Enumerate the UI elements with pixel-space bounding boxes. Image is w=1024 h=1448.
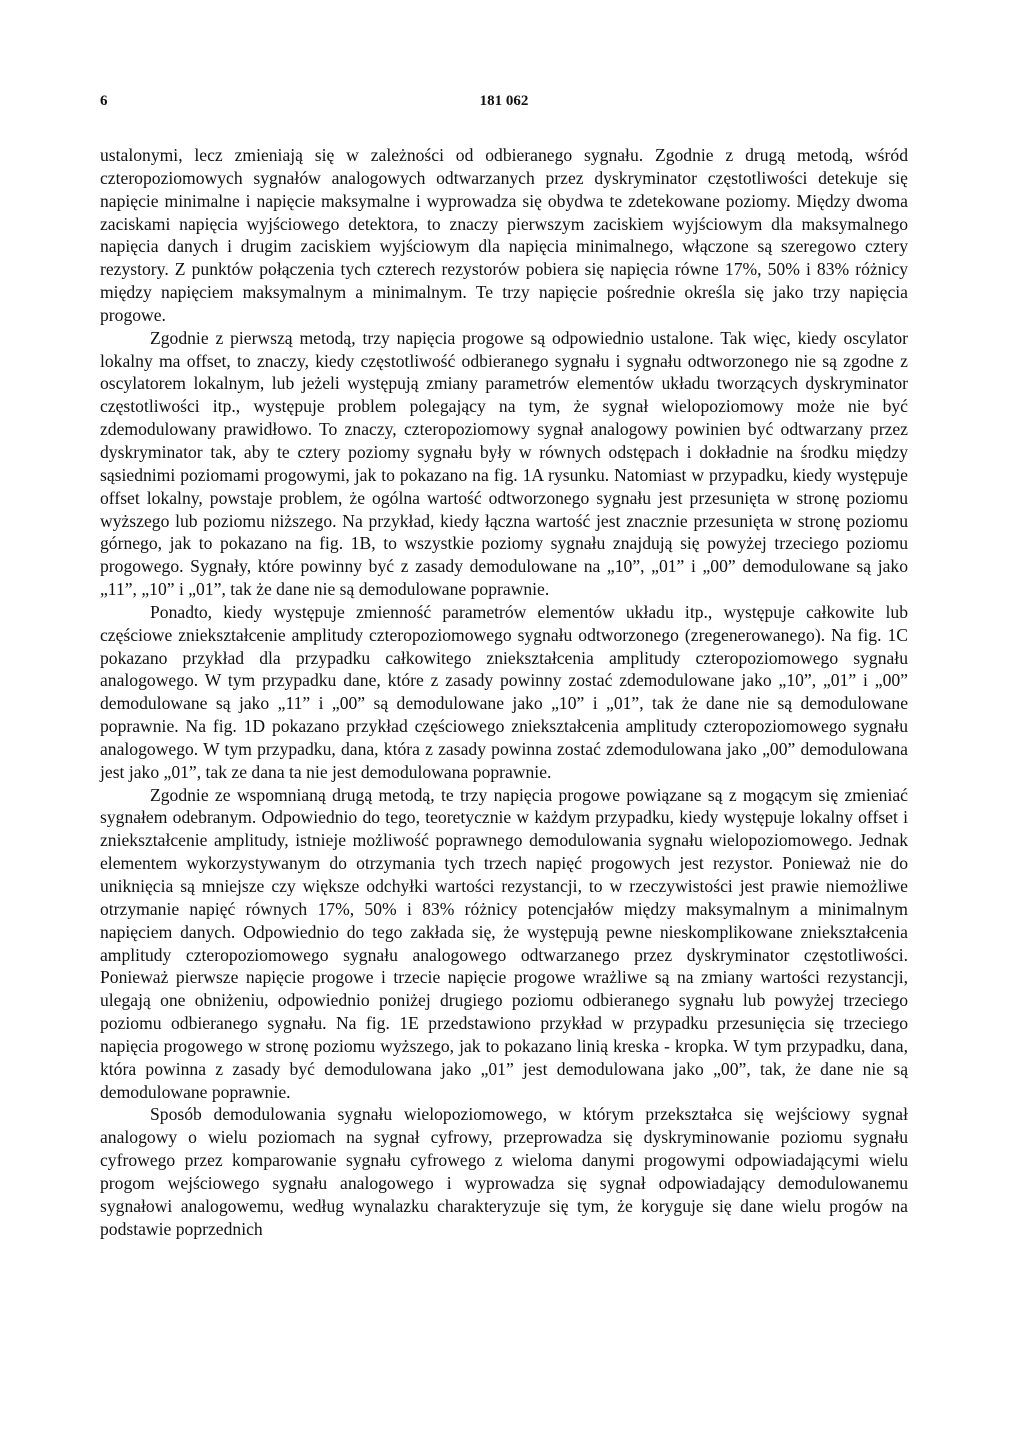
paragraph: Zgodnie ze wspomnianą drugą metodą, te trzy napięcia progowe powiązane są z mogącym się zmieniać sygnałem odebranym. Odpowiednio do tego, teoretycznie w każdym przypadku, kiedy występuje lokalny offset i zniekształcenie amplitudy, istnieje możliwość poprawnego demodulowania sygnału wielopoziomowego. Jednak elementem wykorzystywanym do otrzymania tych trzech napięć progowych jest rezystor. Ponieważ nie do uniknięcia są mniejsze czy większe odchyłki wartości rezystancji, to w rzeczywistości jest prawie niemożliwe otrzymanie napięć równych 17%, 50% i 83% różnicy potencjałów między maksymalnym a minimalnym napięciem danych. Odpowiednio do tego zakłada się, że występują pewne nieskomplikowane zniekształcenia amplitudy czteropoziomowego sygnału analogowego odtwarzanego przez dyskryminator częstotliwości. Ponieważ pierwsze napięcie progowe i trzecie napięcie progowe wrażliwe są na zmiany wartości rezystancji, ulegają one obniżeniu, odpowiednio poniżej drugiego poziomu odbieranego sygnału lub powyżej trzeciego poziomu odbieranego sygnału. Na fig. 1E przedstawiono przykład w przypadku przesunięcia się trzeciego napięcia progowego w stronę poziomu wyższego, jak to pokazano linią kreska - kropka. W tym przypadku, dana, która powinna z zasady być demodulowana jako „01” jest demodulowana jako „00”, tak, że dane nie są demodulowane poprawnie. bbox=[100, 784, 908, 1102]
paragraph: ustalonymi, lecz zmieniają się w zależności od odbieranego sygnału. Zgodnie z drugą metodą, wśród czteropoziomowych sygnałów analogowych odtwarzanych przez dyskryminator częstotliwości detekuje się napięcie minimalne i napięcie maksymalne i wyprowadza się obydwa te zdetekowane poziomy. Między dwoma zaciskami napięcia wyjściowego detektora, to znaczy pierwszym zaciskiem wyjściowym dla maksymalnego napięcia danych i drugim zaciskiem wyjściowym dla napięcia minimalnego, włączone są szeregowo cztery rezystory. Z punktów połączenia tych czterech rezystorów pobiera się napięcia równe 17%, 50% i 83% różnicy między napięciem maksymalnym a minimalnym. Te trzy napięcie pośrednie określa się jako trzy napięcia progowe. bbox=[100, 145, 908, 325]
body-text bbox=[100, 144, 908, 1241]
document-number: 181 062 bbox=[479, 93, 529, 109]
paragraph: Ponadto, kiedy występuje zmienność parametrów elementów układu itp., występuje całkowite lub częściowe zniekształcenie amplitudy czteropoziomowego sygnału odtworzonego (zregenerowanego). Na fig. 1C pokazano przykład dla przypadku całkowitego zniekształcenia amplitudy czteropoziomowego sygnału analogowego. W tym przypadku dane, które z zasady powinny zostać zdemodulowane jako „10”, „01” i „00” demodulowane są jako „11” i „00” są demodulowane jako „10” i „01”, tak że dane nie są demodulowane poprawnie. Na fig. 1D pokazano przykład częściowego zniekształcenia amplitudy czteropoziomowego sygnału analogowego. W tym przypadku, dana, która z zasady powinna zostać zdemodulowana jako „00” demodulowana jest jako „01”, tak ze dana ta nie jest demodulowana poprawnie. bbox=[100, 601, 908, 782]
paragraph: Sposób demodulowania sygnału wielopoziomowego, w którym przekształca się wejściowy sygnał analogowy o wielu poziomach na sygnał cyfrowy, przeprowadza się dyskryminowanie poziomu sygnału cyfrowego przez komparowanie sygnału cyfrowego z wieloma danymi progowymi odpowiadającymi wielu progom wejściowego sygnału analogowego i wyprowadza się sygnał odpowiadający demodulowanemu sygnałowi analogowemu, według wynalazku charakteryzuje się tym, że koryguje się dane wielu progów na podstawie poprzednich bbox=[100, 1104, 908, 1239]
paragraph: Zgodnie z pierwszą metodą, trzy napięcia progowe są odpowiednio ustalone. Tak więc, kiedy oscylator lokalny ma offset, to znaczy, kiedy częstotliwość odbieranego sygnału i sygnału odtworzonego nie są zgodne z oscylatorem lokalnym, lub jeżeli występują zmiany parametrów elementów układu tworzących dyskryminator częstotliwości itp., występuje problem polegający na tym, że sygnał wielopoziomowy może nie być zdemodulowany prawidłowo. To znaczy, czteropoziomowy sygnał analogowy powinien być odtwarzany przez dyskryminator tak, aby te cztery poziomy sygnału były w równych odstępach i dokładnie na środku między sąsiednimi poziomami progowymi, jak to pokazano na fig. 1A rysunku. Natomiast w przypadku, kiedy występuje offset lokalny, powstaje problem, że ogólna wartość odtworzonego sygnału jest przesunięta w stronę poziomu wyższego lub poziomu niższego. Na przykład, kiedy łączna wartość jest znacznie przesunięta w stronę poziomu górnego, jak to pokazano na fig. 1B, to wszystkie poziomy sygnału znajdują się powyżej trzeciego poziomu progowego. Sygnały, które powinny być z zasady demodulowane na „10”, „01” i „00” demodulowane są jako „11”, „10” i „01”, tak że dane nie są demodulowane poprawnie. bbox=[100, 327, 908, 600]
page-number: 6 bbox=[100, 93, 108, 109]
page-header bbox=[100, 93, 908, 117]
